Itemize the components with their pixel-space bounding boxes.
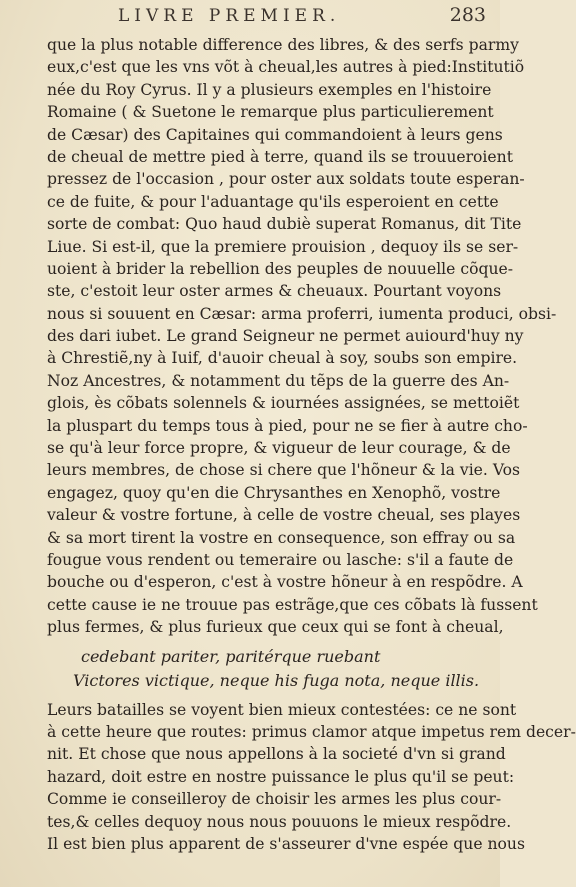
text-line: la pluspart du temps tous à pied, pour ne se fier à autre cho- xyxy=(47,416,528,435)
text-line: tes,& celles dequoy nous nous pouuons le mieux respõdre. xyxy=(47,812,512,831)
prose-after-verse xyxy=(47,699,576,856)
verse-line: cedebant pariter, paritérque ruebant xyxy=(81,646,381,666)
text-line: nous si souuent en Cæsar: arma proferri, iumenta produci, obsi- xyxy=(47,304,557,323)
text-line: Leurs batailles se voyent bien mieux contestées: ce ne sont xyxy=(47,700,517,719)
text-line: glois, ès cõbats solennels & iournées assignées, se mettoiẽt xyxy=(47,394,520,413)
text-line: se qu'à leur force propre, & vigueur de leur courage, & de xyxy=(47,439,511,458)
text-line: leurs membres, de chose si chere que l'hõneur & la vie. Vos xyxy=(47,461,521,480)
text-line: Liue. Si est-il, que la premiere prouision , dequoy ils se ser- xyxy=(47,237,519,256)
text-line: Comme ie conseilleroy de choisir les armes les plus cour- xyxy=(47,790,502,809)
verse-quotation xyxy=(47,645,487,693)
text-line: fougue vous rendent ou temeraire ou lasche: s'il a faute de xyxy=(47,550,514,569)
text-line: de Cæsar) des Capitaines qui commandoient à leurs gens xyxy=(47,125,503,144)
text-line: plus fermes, & plus furieux que ceux qui se font à cheual, xyxy=(47,618,504,637)
text-line: Il est bien plus apparent de s'asseurer d'vne espée que nous xyxy=(47,834,525,853)
page-header xyxy=(0,2,500,30)
text-line: Romaine ( & Suetone le remarque plus particulierement xyxy=(47,103,494,122)
text-line: née du Roy Cyrus. Il y a plusieurs exemples en l'histoire xyxy=(47,80,492,99)
text-line: des dari iubet. Le grand Seigneur ne permet auiourd'huy ny xyxy=(47,327,524,346)
text-line: à cette heure que routes: primus clamor atque impetus rem decer- xyxy=(47,722,576,741)
text-line: bouche ou d'esperon, c'est à vostre hõneur à en respõdre. A xyxy=(47,573,523,592)
body-text xyxy=(47,34,576,855)
text-line: eux,c'est que les vns võt à cheual,les autres à pied:Institutiõ xyxy=(47,58,525,77)
text-line: pressez de l'occasion , pour oster aux soldats toute esperan- xyxy=(47,170,525,189)
text-line: engagez, quoy qu'en die Chrysanthes en Xenophõ, vostre xyxy=(47,483,501,502)
text-line: que la plus notable difference des libres, & des serfs parmy xyxy=(47,36,519,54)
text-line: de cheual de mettre pied à terre, quand ils se trouueroient xyxy=(47,147,513,166)
text-line: ste, c'estoit leur oster armes & cheuaux. Pourtant voyons xyxy=(47,282,502,301)
running-title: LIVRE PREMIER. xyxy=(118,6,341,26)
text-line: cette cause ie ne trouue pas estrãge,que ces cõbats là fussent xyxy=(47,595,538,614)
page-number: 283 xyxy=(449,4,486,26)
text-line: à Chrestiẽ,ny à Iuif, d'auoir cheual à soy, soubs son empire. xyxy=(47,349,518,368)
verse-line: Victores victique, neque his fuga nota, neque illis. xyxy=(73,670,480,690)
text-line: valeur & vostre fortune, à celle de vostre cheual, ses playes xyxy=(47,506,521,525)
text-line: hazard, doit estre en nostre puissance le plus qu'il se peut: xyxy=(47,767,515,786)
text-line: & sa mort tirent la vostre en consequence, son effray ou sa xyxy=(47,528,516,547)
text-line: uoient à brider la rebellion des peuples de nouuelle cõque- xyxy=(47,259,513,278)
text-line: ce de fuite, & pour l'aduantage qu'ils esperoient en cette xyxy=(47,192,499,211)
prose-before-verse xyxy=(47,34,557,639)
text-line: Noz Ancestres, & notamment du tẽps de la guerre des An- xyxy=(47,371,510,390)
text-line: sorte de combat: Quo haud dubiè superat Romanus, dit Tite xyxy=(47,215,522,234)
text-line: nit. Et chose que nous appellons à la societé d'vn si grand xyxy=(47,745,506,764)
